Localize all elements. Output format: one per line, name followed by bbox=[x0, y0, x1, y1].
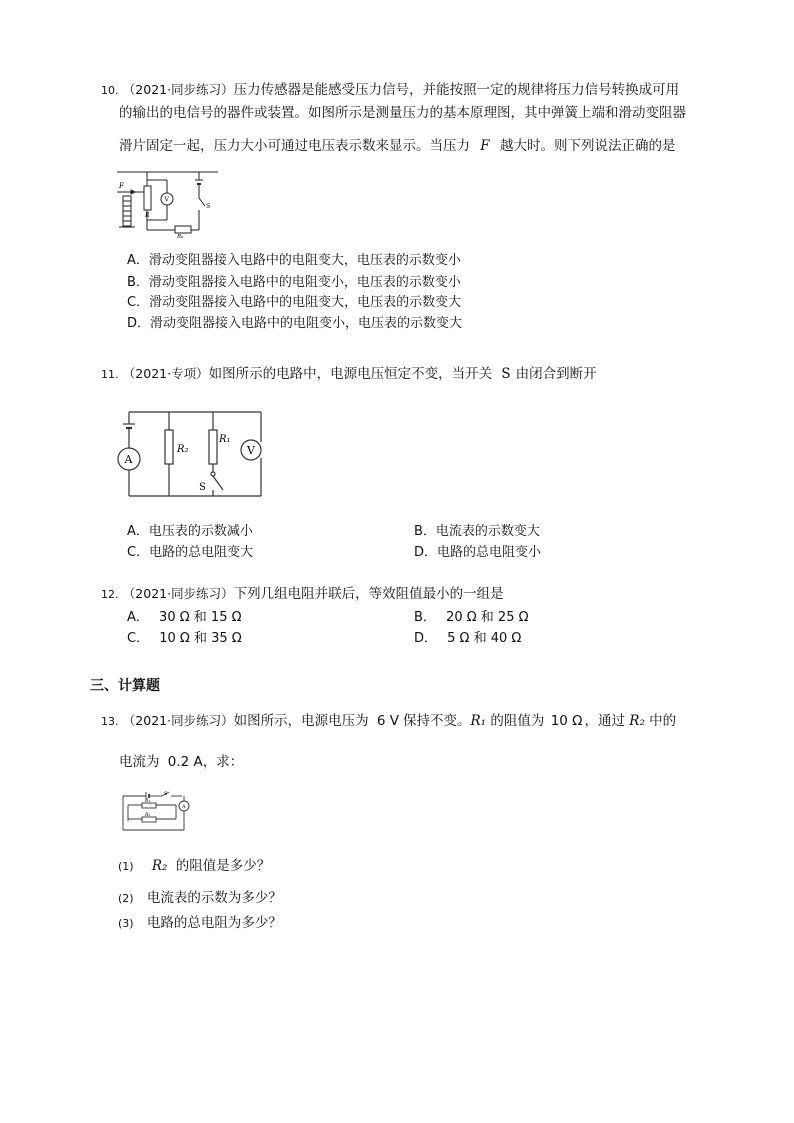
q13-text-e: 中的 bbox=[649, 713, 677, 729]
q13-sub-2-text: 电流表的示数为多少？ bbox=[146, 890, 282, 906]
q13-circuit-figure bbox=[118, 790, 194, 834]
q13-sub-2 bbox=[118, 888, 282, 909]
q12-option-c bbox=[127, 627, 242, 646]
q13-var-r2: R₂ bbox=[629, 713, 645, 729]
q11-option-c: C．电路的总电阻变大 bbox=[127, 545, 254, 560]
q13-number: 13. bbox=[101, 715, 119, 728]
q11-fig-label-S: S bbox=[199, 482, 206, 493]
q12-source: （2021·同步练习） bbox=[122, 586, 234, 601]
q10-option-c: C．滑动变阻器接入电路中的电阻变大，电压表的示数变大 bbox=[127, 295, 462, 310]
q10-option-d: D．滑动变阻器接入电路中的电阻变小，电压表的示数变大 bbox=[127, 316, 463, 331]
q13-fig-label-R1: R₁ bbox=[145, 799, 151, 804]
q12-option-d bbox=[414, 627, 521, 646]
q12-text: 下列几组电阻并联后，等效阻值最小的一组是 bbox=[233, 586, 504, 602]
q13-sub-1 bbox=[118, 856, 270, 877]
q11-number: 11. bbox=[101, 368, 119, 381]
q10-circuit-figure bbox=[115, 170, 220, 238]
q12-option-a bbox=[127, 606, 242, 625]
q10-fig-label-V: V bbox=[164, 196, 169, 204]
q13-text-b: 保持不变。 bbox=[403, 713, 471, 729]
q10-source: （2021·同步练习） bbox=[122, 82, 234, 97]
q13-fig-label-S: S bbox=[164, 791, 168, 797]
q12-option-d-letter: D． bbox=[414, 631, 438, 646]
q10-line3 bbox=[119, 136, 675, 156]
q13-line2-a: 电流为 bbox=[119, 754, 160, 770]
q13-voltage: 6 V bbox=[376, 713, 400, 729]
q13-sub-1-var: R₂ bbox=[151, 858, 168, 874]
q10-number: 10. bbox=[101, 84, 119, 97]
q10-fig-label-R0: R₀ bbox=[177, 234, 184, 238]
q13-current: 0.2 A bbox=[167, 754, 203, 770]
q11-text-a: 如图所示的电路中，电源电压恒定不变，当开关 bbox=[208, 366, 493, 382]
q10-fig-label-S: S bbox=[206, 203, 211, 210]
q12-number: 12. bbox=[101, 588, 119, 601]
q13-line1 bbox=[101, 711, 676, 732]
q13-sub-1-num: (1) bbox=[118, 860, 134, 873]
q11-fig-label-A: A bbox=[124, 453, 133, 466]
q11-fig-label-R2: R₂ bbox=[177, 444, 189, 455]
q13-sub-3 bbox=[118, 913, 282, 934]
q13-fig-label-R2: R₂ bbox=[145, 813, 151, 818]
q11-fig-label-V: V bbox=[247, 444, 255, 457]
q12-option-a-letter: A． bbox=[127, 610, 149, 625]
section-title-calculation: 三、计算题 bbox=[90, 678, 160, 694]
q11-source: （2021·专项） bbox=[122, 366, 209, 381]
q11-line bbox=[101, 364, 597, 385]
q13-sub-3-num: (3) bbox=[118, 917, 134, 930]
q12-option-b-letter: B． bbox=[414, 610, 436, 625]
q11-option-b: B．电流表的示数变大 bbox=[414, 524, 540, 539]
q11-option-d: D．电路的总电阻变小 bbox=[414, 545, 542, 560]
q13-line2 bbox=[119, 752, 243, 772]
q13-sub-3-text: 电路的总电阻为多少？ bbox=[146, 915, 282, 931]
q13-sub-2-num: (2) bbox=[118, 892, 134, 905]
q10-option-a: A．滑动变阻器接入电路中的电阻变大，电压表的示数变小 bbox=[127, 253, 461, 268]
q10-text-line3b: 越大时。则下列说法正确的是 bbox=[499, 138, 676, 154]
q10-text-line3a: 滑片固定一起，压力大小可通过电压表示数来显示。当压力 bbox=[119, 138, 470, 154]
q12-option-b-value: 20 Ω 和 25 Ω bbox=[446, 610, 529, 625]
q10-line1 bbox=[101, 80, 679, 101]
q11-var-S: S bbox=[501, 366, 511, 382]
q11-circuit-figure bbox=[117, 408, 267, 500]
q12-option-b bbox=[414, 606, 529, 625]
q10-text-line2: 的输出的电信号的器件或装置。如图所示是测量压力的基本原理图，其中弹簧上端和滑动变阻器 bbox=[119, 105, 686, 121]
q11-fig-label-R1: R₁ bbox=[219, 434, 231, 445]
q10-var-F: F bbox=[480, 138, 490, 154]
q13-text-d: ，通过 bbox=[584, 713, 625, 729]
q10-option-b: B．滑动变阻器接入电路中的电阻变小，电压表的示数变小 bbox=[127, 275, 461, 290]
q12-option-a-value: 30 Ω 和 15 Ω bbox=[159, 610, 242, 625]
q11-text-b: 由闭合到断开 bbox=[515, 366, 597, 382]
q13-var-r1: R₁ bbox=[470, 713, 487, 729]
q13-source: （2021·同步练习） bbox=[122, 713, 234, 728]
q13-line2-b: ，求： bbox=[202, 754, 244, 770]
q10-fig-label-F: F bbox=[119, 182, 124, 190]
q12-option-d-value: 5 Ω 和 40 Ω bbox=[447, 631, 522, 646]
q10-text-line1: 压力传感器是能感受压力信号，并能按照一定的规律将压力信号转换成可用 bbox=[233, 82, 680, 98]
q13-r1-value: 10 Ω bbox=[550, 713, 583, 729]
q12-line bbox=[101, 584, 504, 605]
q13-text-a: 如图所示，电源电压为 bbox=[233, 713, 369, 729]
q13-sub-1-text: 的阻值是多少？ bbox=[175, 858, 271, 874]
q12-option-c-value: 10 Ω 和 35 Ω bbox=[159, 631, 242, 646]
q13-text-c: 的阻值为 bbox=[490, 713, 545, 729]
q11-option-a: A．电压表的示数减小 bbox=[127, 524, 253, 539]
q10-fig-label-R: R bbox=[145, 212, 150, 219]
q13-fig-label-A: A bbox=[182, 804, 186, 810]
q12-option-c-letter: C． bbox=[127, 631, 150, 646]
